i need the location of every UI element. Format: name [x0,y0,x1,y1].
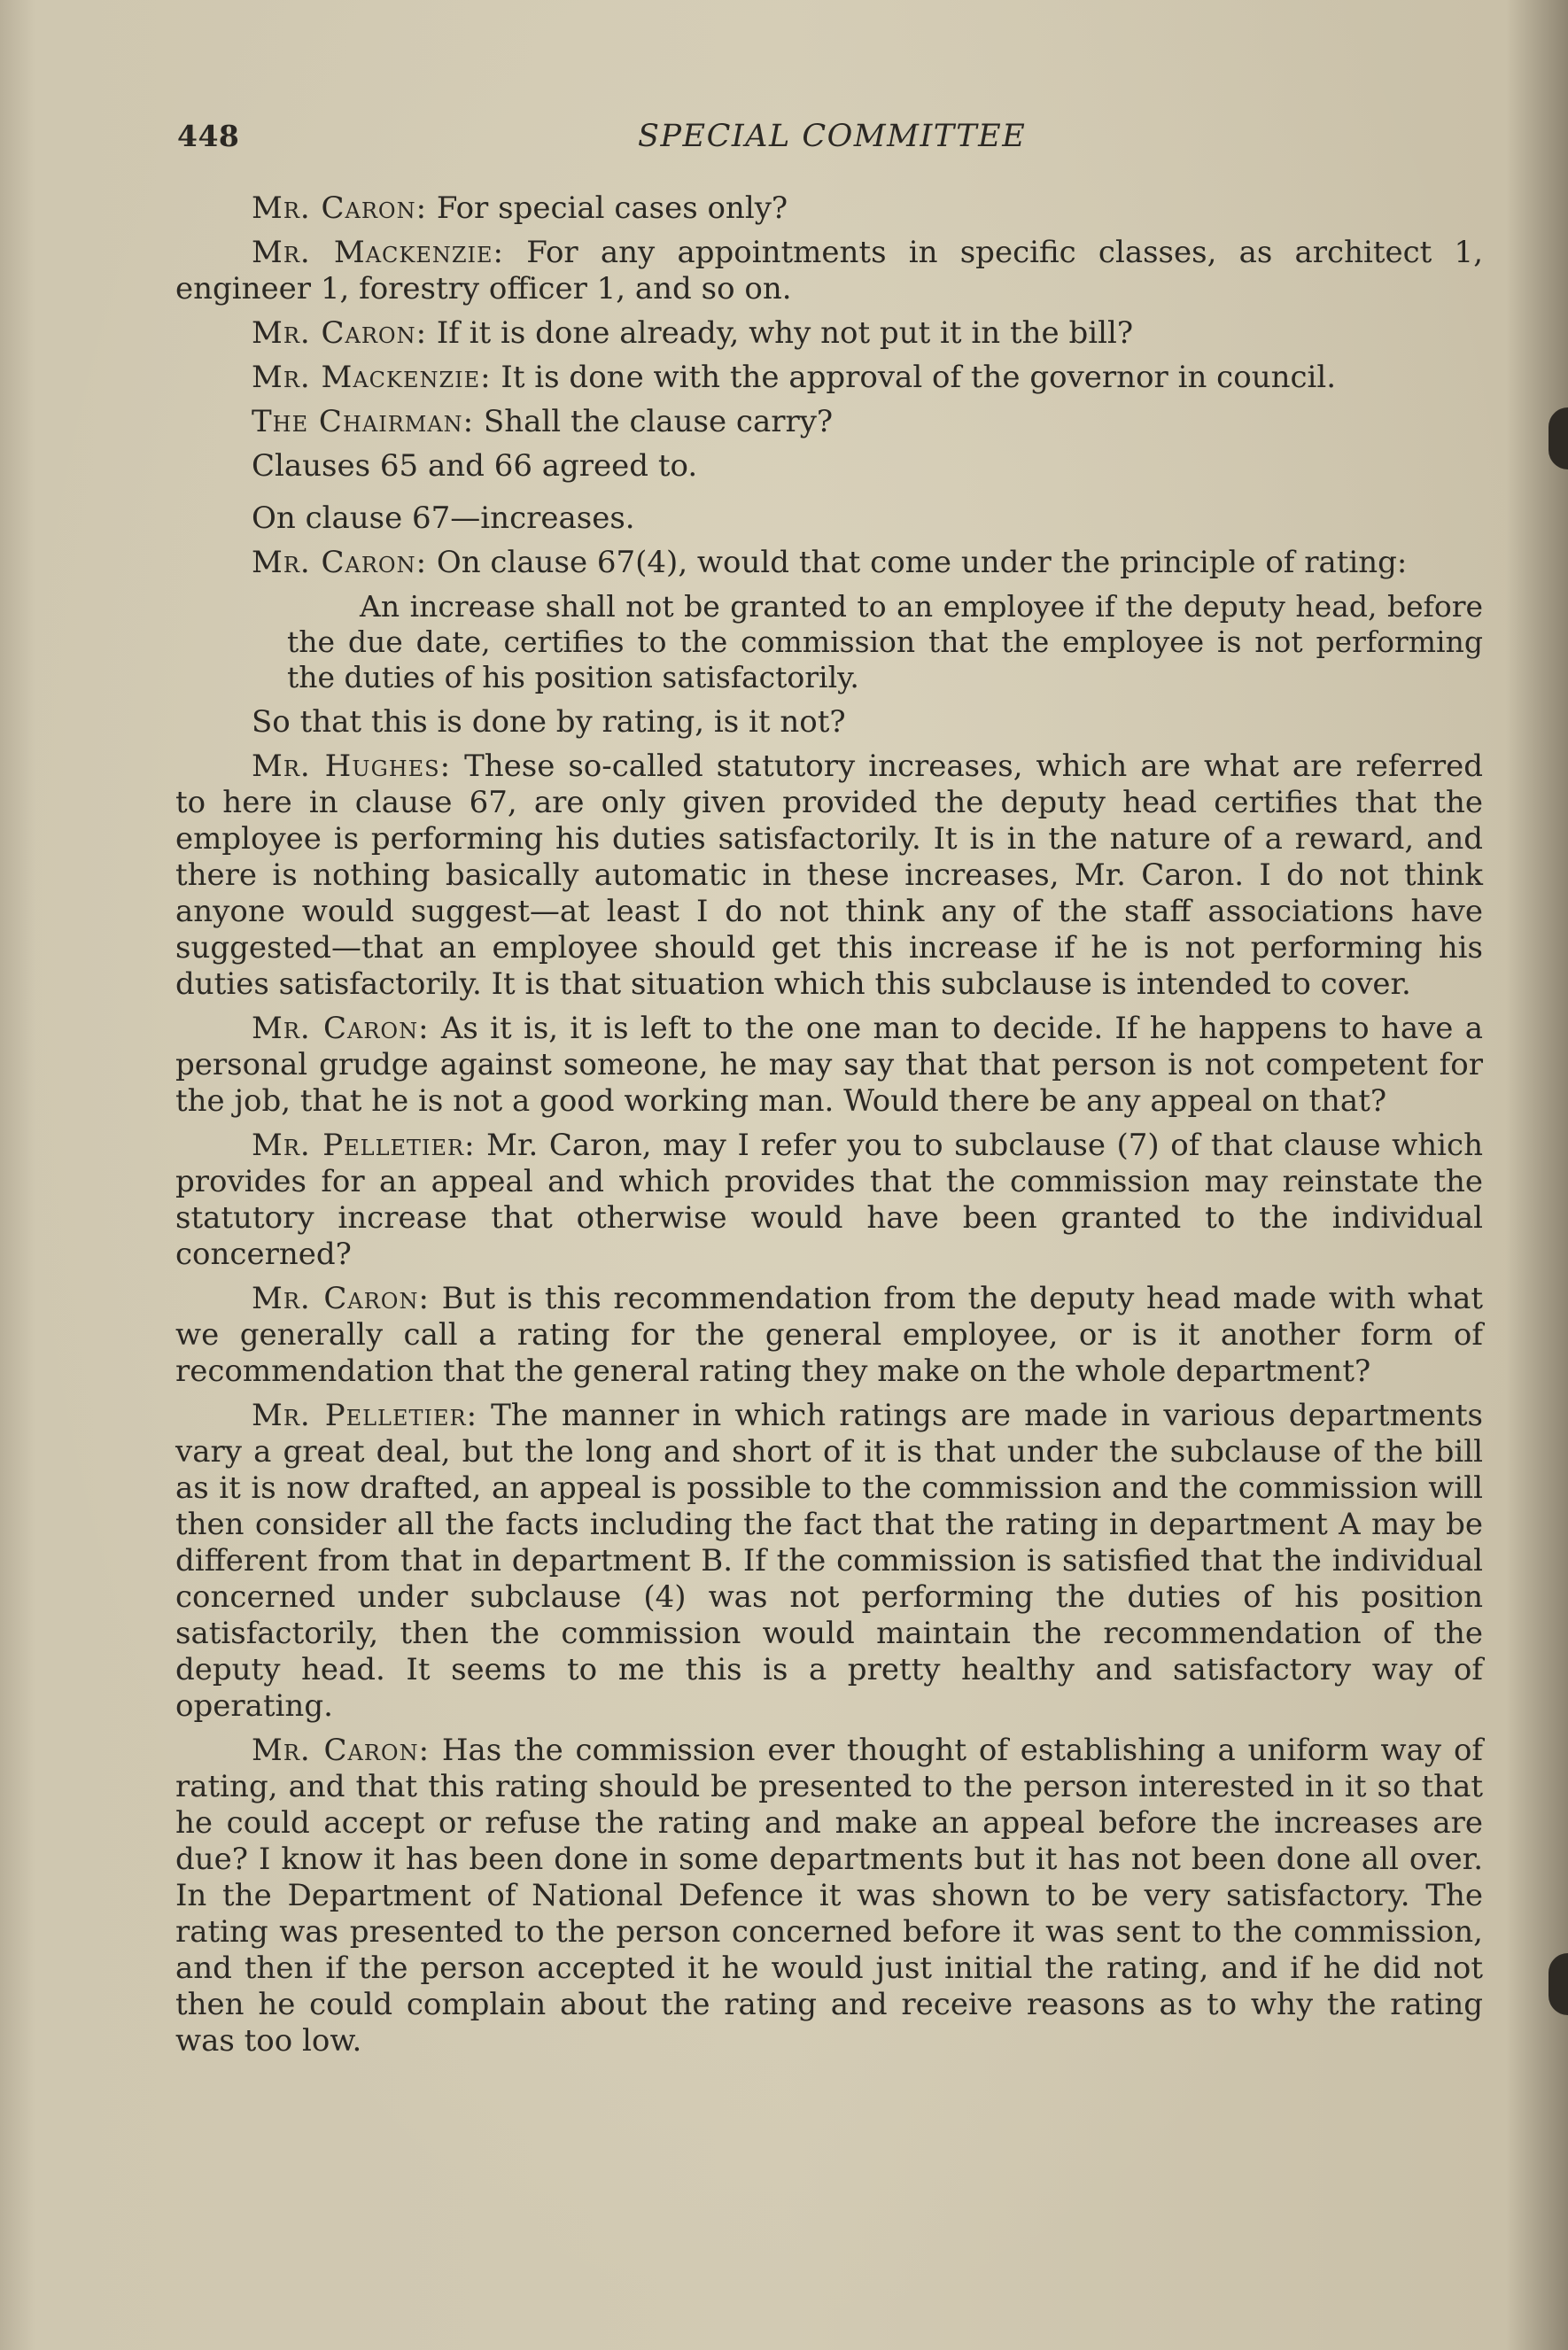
paragraph-text: On clause 67(4), would that come under the principle of rating: [427,545,1408,580]
quote-text: An increase shall not be granted to an employee if the deputy head, before the due date, certifies to the commission that the employee is not performing the duties of his position satisfactorily. [287,589,1483,694]
paragraph-text: For special cases only? [427,190,788,226]
paragraph [175,1128,1483,1273]
paragraph-text: If it is done already, why not put it in the bill? [427,315,1134,351]
paragraph-text: So that this is done by rating, is it not? [252,704,846,740]
paragraph [175,315,1483,352]
paragraph [175,235,1483,307]
block-quote [175,589,1483,695]
speaker-name: Mr. Caron: [252,315,428,351]
body-text [175,190,1483,2067]
paragraph-text: The manner in which ratings are made in various departments vary a great deal, but the long and short of it is that under the subclause of the bill as it is now drafted, an appeal is possible to the commission and the commission will then consider all the facts including the fact that the rating in department A may be different from that in department B. If the commission is satisfied that the individual concerned under subclause (4) was not performing the duties of his position satisfactorily, then the commission would maintain the recommendation of the deputy head. It seems to me this is a pretty healthy and satisfactory way of operating. [175,1398,1483,1724]
paragraph-text: It is done with the approval of the governor in council. [491,360,1337,395]
binding-hole-mark [1549,407,1568,469]
paragraph [175,404,1483,440]
paragraph [175,1398,1483,1725]
paragraph-text: For any appointments in specific classes, as architect 1, engineer 1, forestry officer 1, and so on. [175,235,1484,306]
binding-hole-mark [1549,1953,1568,2015]
paragraph [175,190,1483,227]
paragraph-text: As it is, it is left to the one man to decide. If he happens to have a personal grudge against someone, he may say that that person is not competent for the job, that he is not a good working man. Would there be any appeal on that? [175,1011,1483,1119]
speaker-name: Mr. Caron: [252,545,428,580]
speaker-name: Mr. Mackenzie: [252,235,504,270]
clause-heading [175,500,1483,537]
proceedings-note [175,448,1483,485]
speaker-name: Mr. Pelletier: [252,1398,478,1433]
page-number: 448 [177,119,240,153]
paragraph-text: Mr. Caron, may I refer you to subclause (7) of that clause which provides for an appeal and which provides that the commission may reinstate the statutory increase that otherwise would have been granted to the individual concerned? [175,1128,1483,1272]
paragraph [175,1281,1483,1390]
speaker-name: Mr. Mackenzie: [252,360,492,395]
speaker-name: Mr. Caron: [252,1011,430,1046]
speaker-name: Mr. Pelletier: [252,1128,476,1163]
paragraph-text: On clause 67—increases. [252,500,635,536]
paragraph [175,545,1483,581]
paragraph [175,704,1483,741]
paragraph-text: Shall the clause carry? [474,404,834,439]
paragraph [175,748,1483,1003]
paragraph [175,1733,1483,2059]
speaker-name: Mr. Caron: [252,1281,430,1316]
paragraph [175,1011,1483,1120]
paragraph [175,360,1483,396]
paragraph-text: These so-called statutory increases, which are what are referred to here in clause 67, are only given provided the deputy head certifies that the employee is performing his duties satisfactorily. It is in the nature of a reward, and there is nothing basically automatic in these increases, Mr. Caron. I do not think anyone would suggest—at least I do not think any of the staff associations have suggested—that an employee should get this increase if he is not performing his duties satisfactorily. It is that situation which this subclause is intended to cover. [175,748,1483,1002]
speaker-name: Mr. Caron: [252,1733,431,1768]
paragraph-text: But is this recommendation from the deputy head made with what we generally call a rating for the general employee, or is it another form of recommendation that the general rating they make on the whole department? [175,1281,1484,1389]
speaker-name: Mr. Caron: [252,190,428,226]
paragraph-text: Clauses 65 and 66 agreed to. [252,448,698,484]
page-header [177,119,1488,163]
speaker-name: Mr. Hughes: [252,748,452,784]
speaker-name: The Chairman: [252,404,475,439]
running-head: SPECIAL COMMITTEE [638,119,1027,154]
paragraph-text: Has the commission ever thought of establishing a uniform way of rating, and that this rating should be presented to the person interested in it so that he could accept or refuse the rating and make an appeal before the increases are due? I know it has been done in some departments but it has not been done all over. In the Department of National Defence it was shown to be very satisfactory. The rating was presented to the person concerned before it was sent to the commission, and then if the person accepted it he would just initial the rating, and if he did not then he could complain about the rating and receive reasons as to why the rating was too low. [175,1733,1483,2059]
